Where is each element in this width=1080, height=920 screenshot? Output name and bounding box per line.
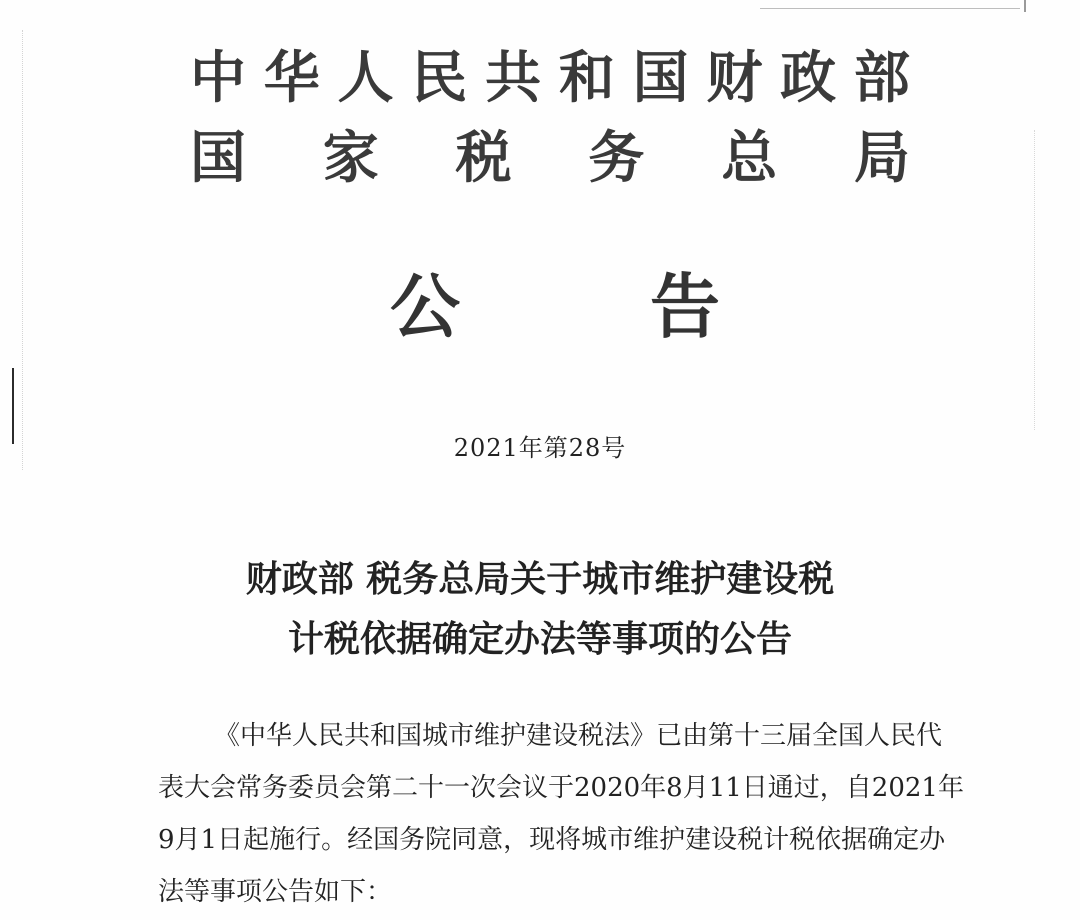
body-paragraph-text: 《中华人民共和国城市维护建设税法》已由第十三届全国人民代表大会常务委员会第二十一次会议于2020年8月11日通过，自2021年9月1日起施行。经国务院同意，现将城市维护建设税计税依据确定办法等事项公告如下： (158, 721, 964, 907)
issuer-char: 共 (485, 45, 542, 111)
issuer-char: 人 (337, 45, 394, 111)
issuer-char: 家 (322, 125, 379, 191)
issuer-char: 部 (853, 45, 910, 111)
issuer-char: 华 (263, 45, 320, 111)
notice-char: 公 (390, 265, 460, 348)
document-title-line-2: 计税依据确定办法等事项的公告 (287, 618, 792, 660)
issuer-char: 财 (706, 45, 763, 111)
issuer-char: 中 (190, 45, 246, 111)
issuer-name-tax-administration (190, 125, 910, 191)
notice-char: 告 (650, 265, 720, 348)
issuer-char: 国 (190, 125, 246, 191)
issuer-char: 国 (632, 45, 689, 111)
scan-artifact-left-dots (22, 30, 24, 470)
issuer-char: 政 (780, 45, 837, 111)
issuer-char: 局 (853, 125, 910, 191)
document-title-line-1: 财政部 税务总局关于城市维护建设税 (245, 558, 835, 600)
scan-artifact-right-dots (1034, 130, 1036, 430)
issuer-char: 和 (558, 45, 615, 111)
notice-heading (390, 265, 720, 348)
issuer-char: 务 (588, 125, 645, 191)
issuer-char: 税 (455, 125, 512, 191)
scan-artifact-top (760, 0, 1020, 9)
issuer-name-ministry-of-finance (190, 45, 910, 111)
issuer-char: 总 (721, 125, 778, 191)
issuer-char: 民 (411, 45, 468, 111)
body-paragraph (158, 710, 966, 918)
document-number: 2021年第28号 (453, 434, 627, 462)
